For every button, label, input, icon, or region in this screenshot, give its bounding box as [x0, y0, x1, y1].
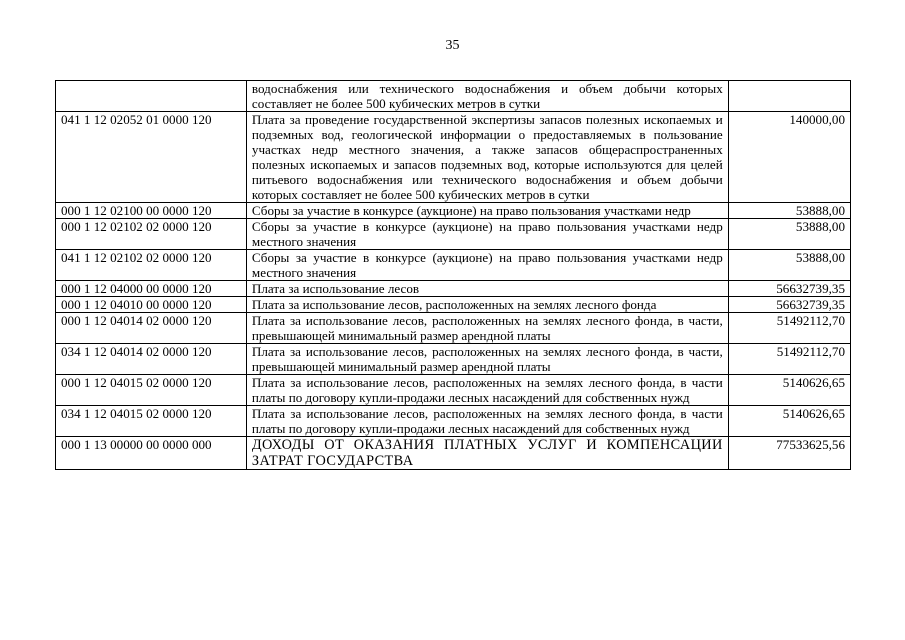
- row-description: Плата за использование лесов, расположенных на землях лесного фонда: [246, 297, 728, 313]
- row-code: 034 1 12 04014 02 0000 120: [56, 344, 247, 375]
- table-row: [56, 112, 851, 203]
- row-description: Плата за использование лесов, расположенных на землях лесного фонда, в части платы по договору купли-продажи лесных насаждений для собственных нужд: [246, 406, 728, 437]
- row-description: Плата за использование лесов: [246, 281, 728, 297]
- row-description: ДОХОДЫ ОТ ОКАЗАНИЯ ПЛАТНЫХ УСЛУГ И КОМПЕНСАЦИИ ЗАТРАТ ГОСУДАРСТВА: [246, 437, 728, 470]
- row-amount: 53888,00: [728, 219, 850, 250]
- row-description: водоснабжения или технического водоснабжения и объем добычи которых составляет не более 500 кубических метров в сутки: [246, 81, 728, 112]
- row-code: [56, 81, 247, 112]
- table-row: [56, 437, 851, 470]
- row-amount: 51492112,70: [728, 313, 850, 344]
- table-row: [56, 406, 851, 437]
- budget-revenue-table: [55, 80, 851, 470]
- row-amount: [728, 81, 850, 112]
- row-description: Плата за проведение государственной экспертизы запасов полезных ископаемых и подземных вод, геологической информации о предоставляемых в пользование участках недр местного значения, а также запасов общераспространенных полезных ископаемых и запасов подземных вод, которые используются для целей питьевого водоснабжения или технического водоснабжения и объем добычи которых составляет не более 500 кубических метров в сутки: [246, 112, 728, 203]
- row-description: Сборы за участие в конкурсе (аукционе) на право пользования участками недр местного значения: [246, 219, 728, 250]
- row-code: 000 1 13 00000 00 0000 000: [56, 437, 247, 470]
- row-description: Плата за использование лесов, расположенных на землях лесного фонда, в части, превышающей минимальный размер арендной платы: [246, 344, 728, 375]
- row-amount: 53888,00: [728, 250, 850, 281]
- row-code: 000 1 12 04014 02 0000 120: [56, 313, 247, 344]
- page-number: 35: [445, 38, 460, 53]
- row-code: 000 1 12 04015 02 0000 120: [56, 375, 247, 406]
- row-description: Сборы за участие в конкурсе (аукционе) на право пользования участками недр: [246, 203, 728, 219]
- table-row: [56, 219, 851, 250]
- row-code: 000 1 12 02100 00 0000 120: [56, 203, 247, 219]
- row-amount: 56632739,35: [728, 281, 850, 297]
- table-row: [56, 375, 851, 406]
- row-description: Сборы за участие в конкурсе (аукционе) на право пользования участками недр местного значения: [246, 250, 728, 281]
- row-description: Плата за использование лесов, расположенных на землях лесного фонда, в части платы по договору купли-продажи лесных насаждений для собственных нужд: [246, 375, 728, 406]
- row-code: 041 1 12 02102 02 0000 120: [56, 250, 247, 281]
- row-code: 034 1 12 04015 02 0000 120: [56, 406, 247, 437]
- row-amount: 77533625,56: [728, 437, 850, 470]
- table-row: [56, 344, 851, 375]
- table-row: [56, 203, 851, 219]
- row-amount: 56632739,35: [728, 297, 850, 313]
- row-amount: 140000,00: [728, 112, 850, 203]
- table-row: [56, 81, 851, 112]
- row-code: 000 1 12 02102 02 0000 120: [56, 219, 247, 250]
- table-row: [56, 313, 851, 344]
- row-amount: 5140626,65: [728, 406, 850, 437]
- table-row: [56, 297, 851, 313]
- row-amount: 53888,00: [728, 203, 850, 219]
- table-row: [56, 250, 851, 281]
- row-code: 041 1 12 02052 01 0000 120: [56, 112, 247, 203]
- table-row: [56, 281, 851, 297]
- row-amount: 5140626,65: [728, 375, 850, 406]
- row-amount: 51492112,70: [728, 344, 850, 375]
- row-code: 000 1 12 04010 00 0000 120: [56, 297, 247, 313]
- row-code: 000 1 12 04000 00 0000 120: [56, 281, 247, 297]
- row-description: Плата за использование лесов, расположенных на землях лесного фонда, в части, превышающей минимальный размер арендной платы: [246, 313, 728, 344]
